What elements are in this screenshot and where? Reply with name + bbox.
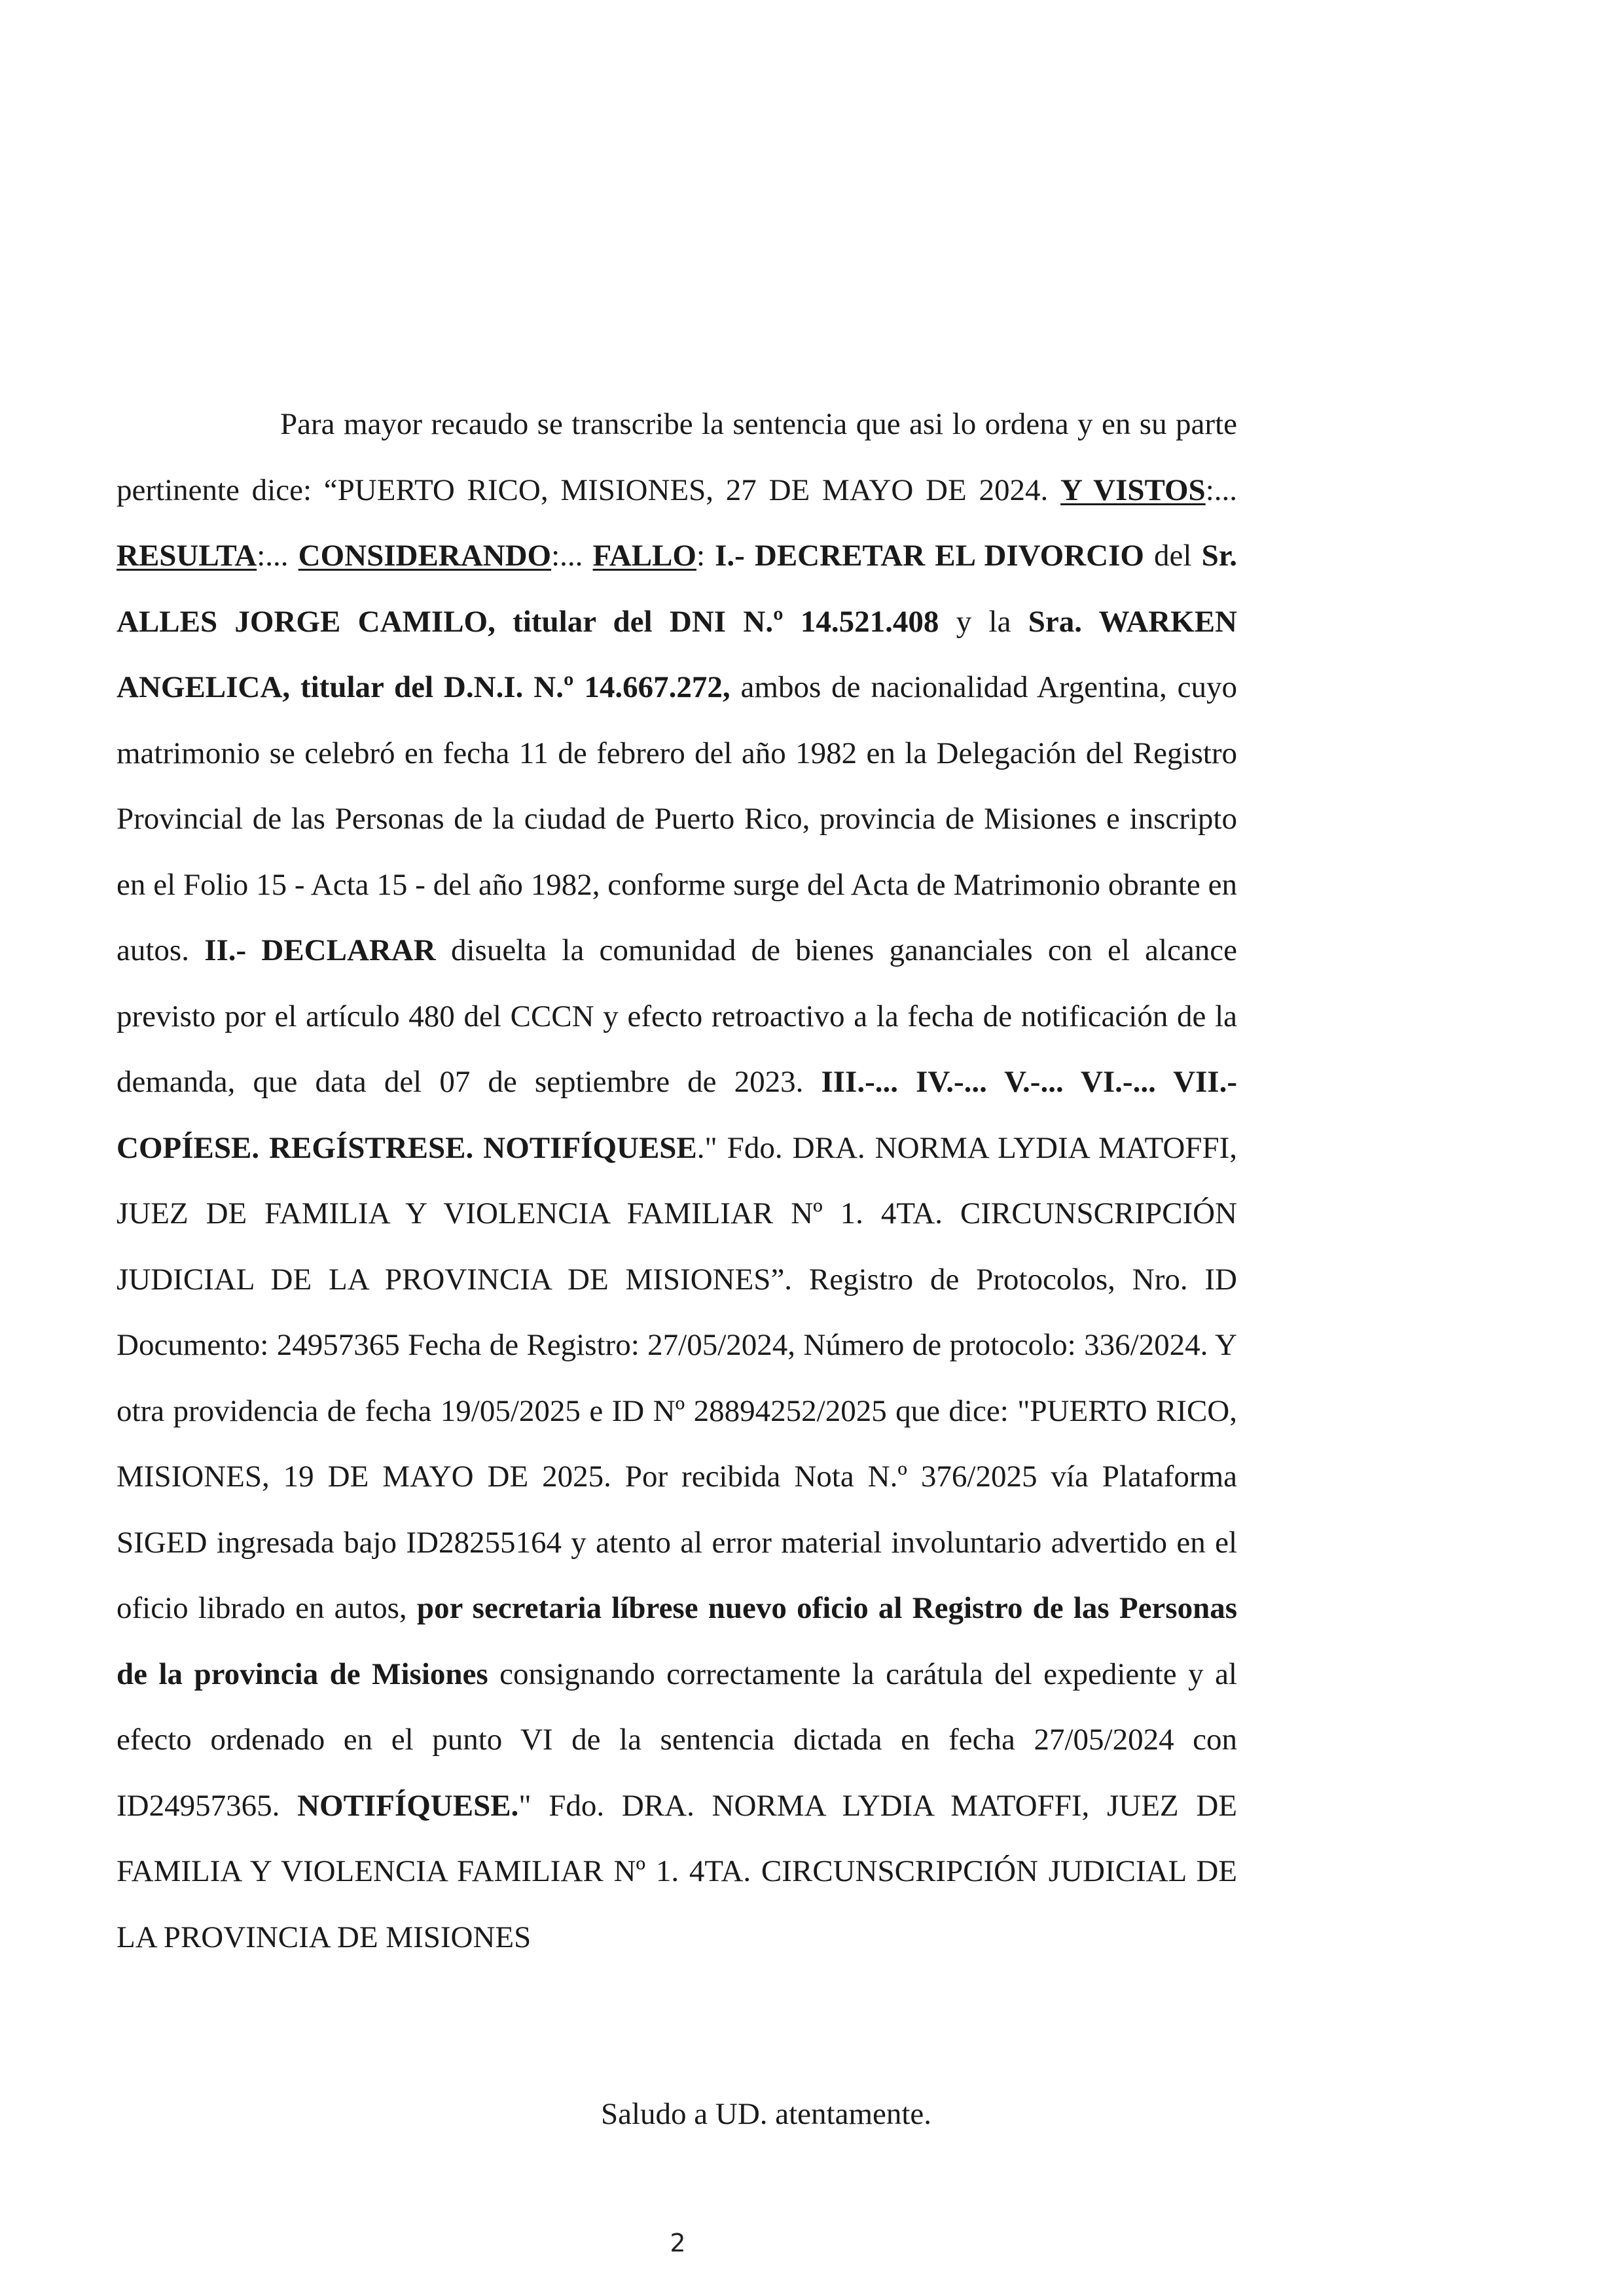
party-wife: Sra. WARKEN ANGELICA, titular del D.N.I. N.º 14.667.272, [117,604,1237,704]
text-final-signature: " Fdo. DRA. NORMA LYDIA MATOFFI, JUEZ DE FAMILIA Y VIOLENCIA FAMILIAR Nº 1. 4TA. CIRCUNSCRIPCIÓN JUDICIAL DE LA PROVINCIA DE MISIONES [117,1788,1238,1954]
body-paragraph [117,391,1237,1970]
text-colon: : [696,539,715,573]
page-number: 2 [670,2229,686,2257]
order-notifiquese: NOTIFÍQUESE. [297,1788,519,1823]
ruling-decretar-divorcio: I.- DECRETAR EL DIVORCIO [715,539,1144,573]
heading-resulta: RESULTA [117,539,257,573]
heading-y-vistos: Y VISTOS [1060,473,1206,507]
heading-considerando: CONSIDERANDO [298,539,552,573]
text-ellipsis: :... [257,539,298,573]
text-y-la: y la [939,604,1028,639]
text-signature-and-providencia: ." Fdo. DRA. NORMA LYDIA MATOFFI, JUEZ DE FAMILIA Y VIOLENCIA FAMILIAR Nº 1. 4TA. CIRCUNSCRIPCIÓN JUDICIAL DE LA PROVINCIA DE MISIONES”. Registro de Protocolos, Nro. ID Documento: 24957365 Fecha de Registro: 27/05/2024, Número de protocolo: 336/2024. Y otra providencia de fecha 19/05/2025 e ID Nº 28894252/2025 que dice: "PUERTO RICO, MISIONES, 19 DE MAYO DE 2025. Por recibida Nota N.º 376/2025 vía Plataforma SIGED ingresada bajo ID28255164 y atento al error material involuntario advertido en el oficio librado en autos, [117,1130,1237,1625]
text-bienes-gananciales: disuelta la comunidad de bienes gananciales con el alcance previsto por el artículo 480 del CCCN y efecto retroactivo a la fecha de notificación de la demanda, que data del 07 de septiembre de 2023. [117,933,1237,1099]
closing-salutation-line [0,2094,1624,2134]
ruling-declarar: II.- DECLARAR [204,933,436,967]
text-marriage-details: ambos de nacionalidad Argentina, cuyo matrimonio se celebró en fecha 11 de febrero del año 1982 en la Delegación del Registro Provincial de las Personas de la ciudad de Puerto Rico, provincia de Misiones e inscripto en el Folio 15 - Acta 15 - del año 1982, conforme surge del Acta de Matrimonio obrante en autos. [117,670,1237,967]
closing-salutation: Saludo a UD. atentamente. [600,2097,932,2131]
text-ellipsis: :... [1205,473,1237,507]
heading-fallo: FALLO [592,539,696,573]
page-number-line [0,2229,1624,2257]
party-husband: Sr. ALLES JORGE CAMILO, titular del DNI N.º 14.521.408 [117,539,1238,639]
text-consignando: consignando correctamente la carátula del expediente y al efecto ordenado en el punto VI de la sentencia dictada en fecha 27/05/2024 con ID24957365. [117,1657,1237,1823]
text-ellipsis: :... [551,539,593,573]
ruling-registrese: III.-... IV.-... V.-... VI.-... VII.- COPÍESE. REGÍSTRESE. NOTIFÍQUESE [117,1065,1237,1165]
order-nuevo-oficio: por secretaria líbrese nuevo oficio al Registro de las Personas de la provincia de Misiones [117,1591,1238,1691]
text-intro: Para mayor recaudo se transcribe la sentencia que asi lo ordena y en su parte pertinente dice: “PUERTO RICO, MISIONES, 27 DE MAYO DE 2024. [117,407,1237,507]
text-del: del [1144,539,1202,573]
